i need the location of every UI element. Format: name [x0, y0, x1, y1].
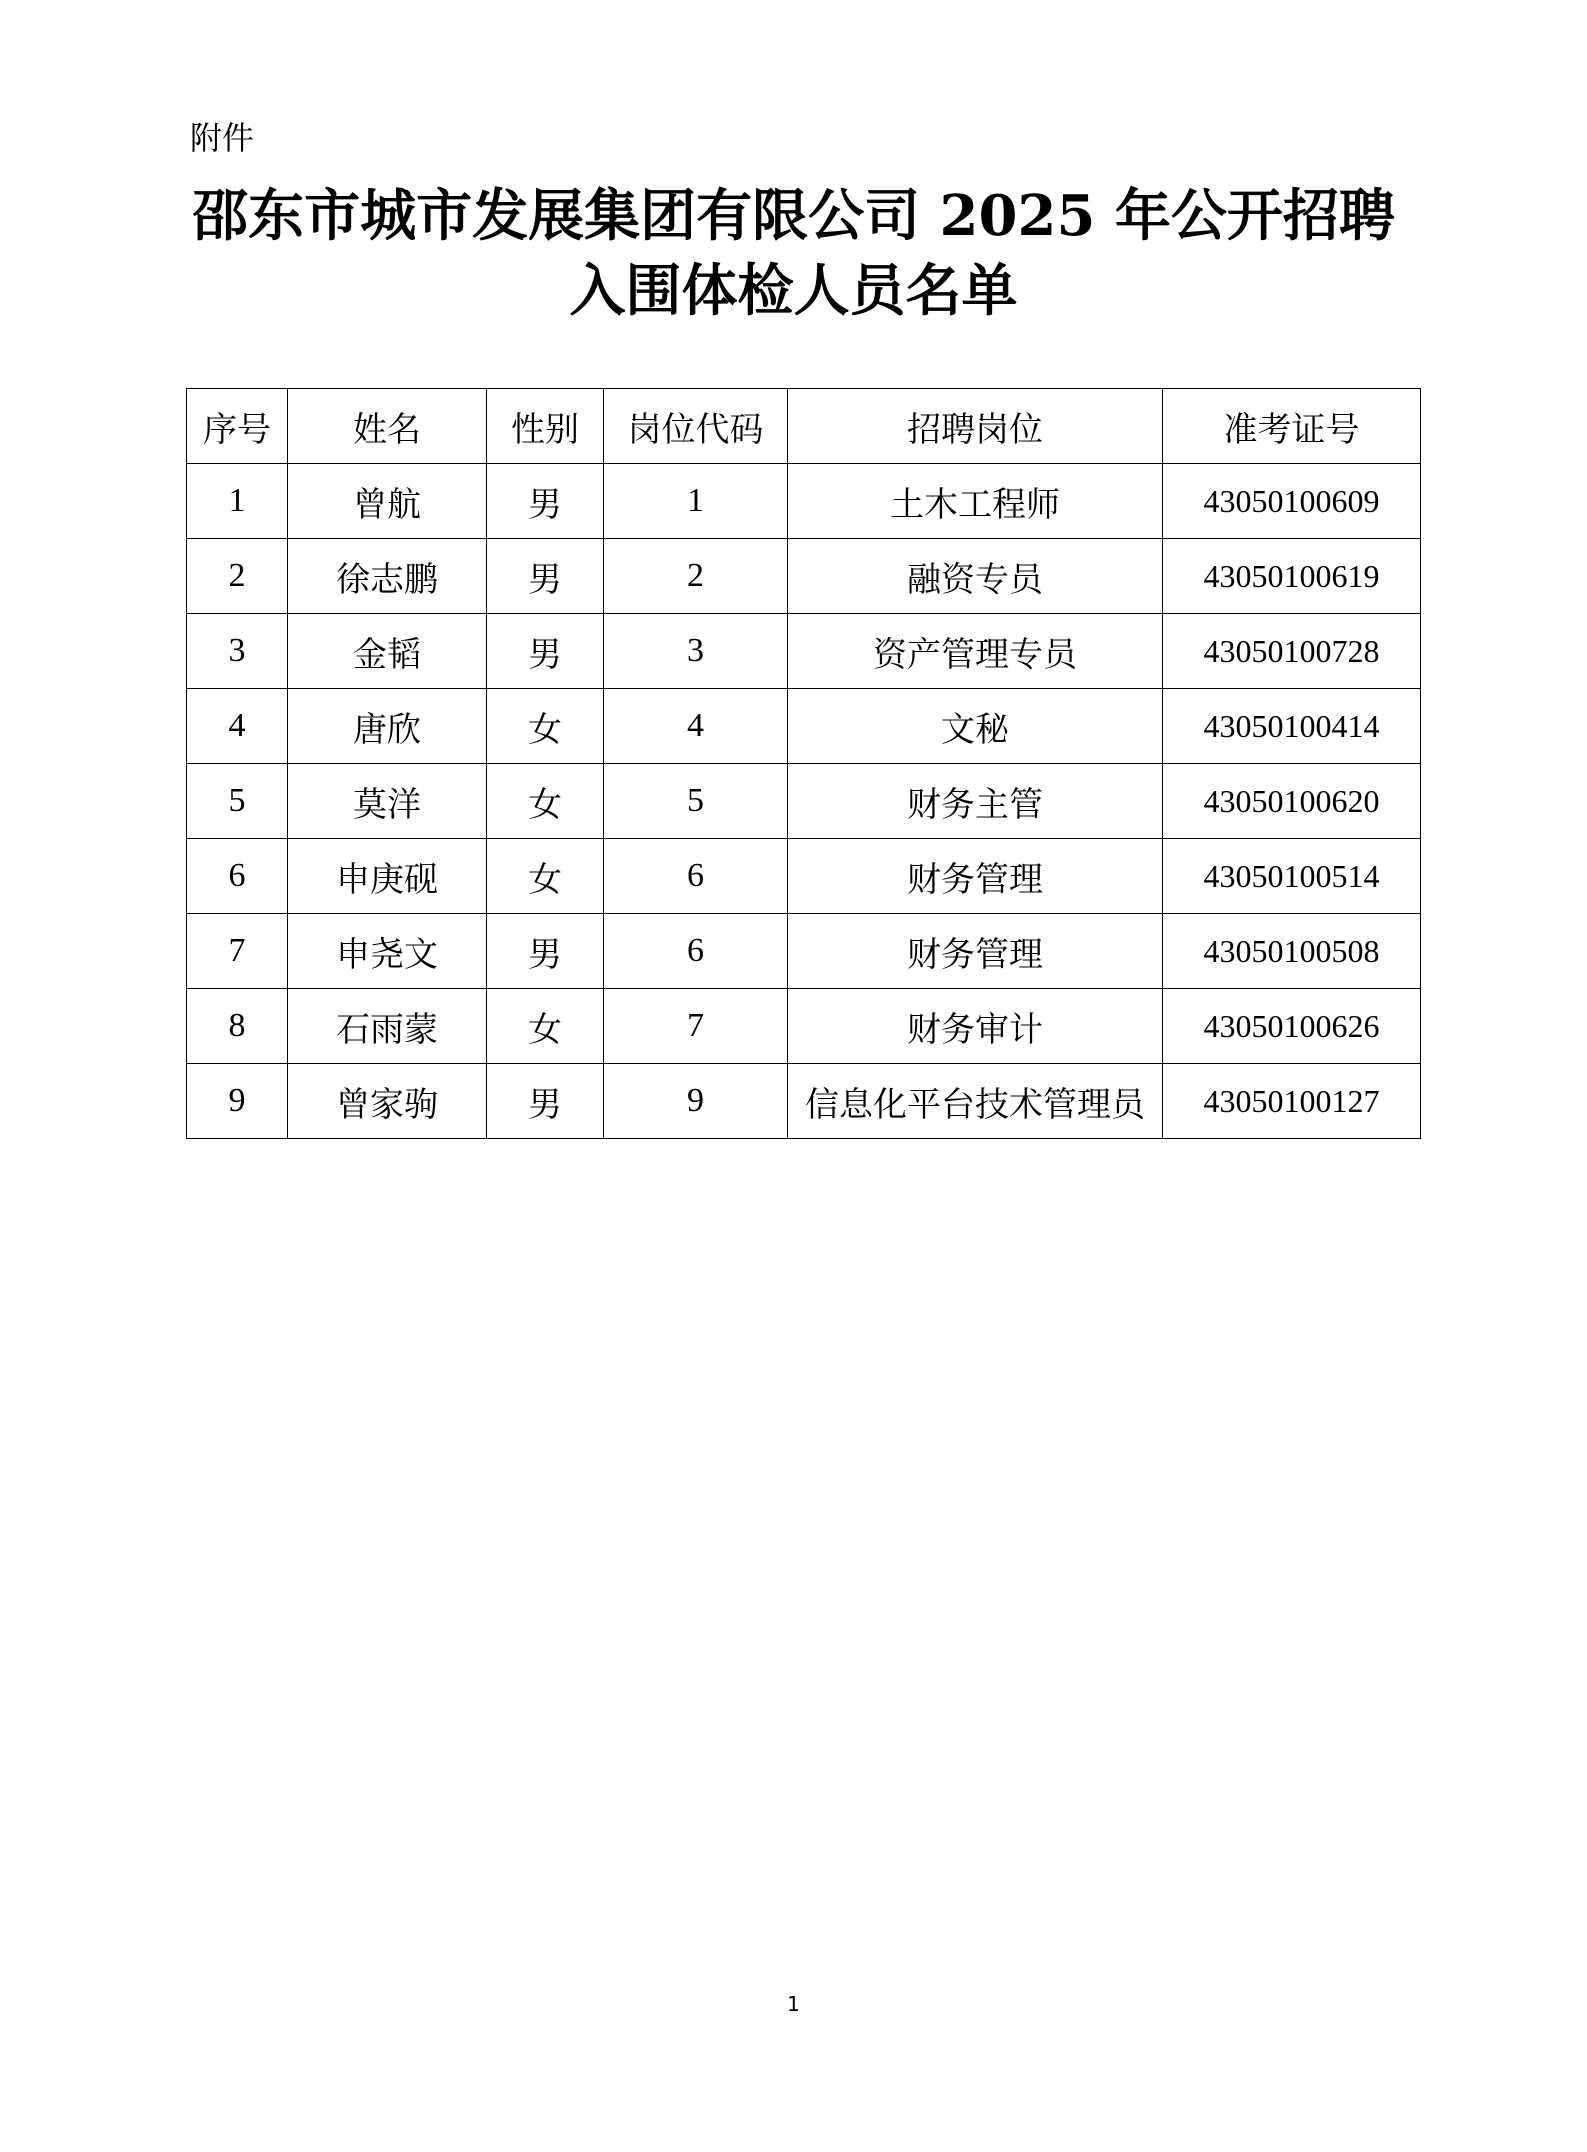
cell-index: 2: [187, 539, 288, 614]
cell-permit-number: 43050100127: [1163, 1064, 1421, 1139]
cell-permit-number: 43050100728: [1163, 614, 1421, 689]
cell-post: 融资专员: [788, 539, 1163, 614]
candidate-table: [186, 388, 1421, 1139]
cell-post: 资产管理专员: [788, 614, 1163, 689]
cell-name: 石雨蒙: [288, 989, 487, 1064]
cell-gender: 男: [487, 614, 604, 689]
cell-name: 申庚砚: [288, 839, 487, 914]
cell-index: 1: [187, 464, 288, 539]
cell-permit-number: 43050100414: [1163, 689, 1421, 764]
cell-gender: 男: [487, 464, 604, 539]
cell-post: 信息化平台技术管理员: [788, 1064, 1163, 1139]
cell-post: 文秘: [788, 689, 1163, 764]
cell-index: 7: [187, 914, 288, 989]
cell-permit-number: 43050100620: [1163, 764, 1421, 839]
cell-post: 财务管理: [788, 914, 1163, 989]
page-number: 1: [787, 1992, 800, 2016]
cell-post-code: 5: [604, 764, 788, 839]
cell-index: 3: [187, 614, 288, 689]
cell-gender: 男: [487, 539, 604, 614]
cell-permit-number: 43050100514: [1163, 839, 1421, 914]
document-title-line-2: 入围体检人员名单: [569, 258, 1018, 324]
cell-index: 9: [187, 1064, 288, 1139]
header-post-code: 岗位代码: [604, 389, 788, 464]
cell-post-code: 1: [604, 464, 788, 539]
cell-name: 曾家驹: [288, 1064, 487, 1139]
cell-post-code: 9: [604, 1064, 788, 1139]
cell-permit-number: 43050100609: [1163, 464, 1421, 539]
cell-index: 4: [187, 689, 288, 764]
cell-post-code: 6: [604, 839, 788, 914]
cell-name: 唐欣: [288, 689, 487, 764]
header-permit-number: 准考证号: [1163, 389, 1421, 464]
cell-post-code: 6: [604, 914, 788, 989]
table-row: [187, 764, 1421, 839]
table-header-row: [187, 389, 1421, 464]
cell-gender: 女: [487, 989, 604, 1064]
cell-post: 财务主管: [788, 764, 1163, 839]
table-row: [187, 839, 1421, 914]
cell-post-code: 7: [604, 989, 788, 1064]
cell-index: 5: [187, 764, 288, 839]
cell-post: 财务管理: [788, 839, 1163, 914]
cell-index: 6: [187, 839, 288, 914]
table-row: [187, 914, 1421, 989]
cell-gender: 男: [487, 1064, 604, 1139]
cell-post-code: 2: [604, 539, 788, 614]
header-name: 姓名: [288, 389, 487, 464]
document-title-line-1: 邵东市城市发展集团有限公司 2025 年公开招聘: [192, 183, 1395, 249]
cell-permit-number: 43050100508: [1163, 914, 1421, 989]
cell-permit-number: 43050100626: [1163, 989, 1421, 1064]
cell-name: 申尧文: [288, 914, 487, 989]
cell-name: 曾航: [288, 464, 487, 539]
cell-gender: 女: [487, 689, 604, 764]
cell-permit-number: 43050100619: [1163, 539, 1421, 614]
cell-name: 金韬: [288, 614, 487, 689]
cell-name: 莫洋: [288, 764, 487, 839]
attachment-label: 附件: [190, 119, 255, 157]
header-index: 序号: [187, 389, 288, 464]
cell-post: 土木工程师: [788, 464, 1163, 539]
table-row: [187, 1064, 1421, 1139]
header-post: 招聘岗位: [788, 389, 1163, 464]
table-row: [187, 614, 1421, 689]
cell-post-code: 4: [604, 689, 788, 764]
cell-name: 徐志鹏: [288, 539, 487, 614]
cell-gender: 男: [487, 914, 604, 989]
table-row: [187, 464, 1421, 539]
table-row: [187, 689, 1421, 764]
cell-index: 8: [187, 989, 288, 1064]
cell-post: 财务审计: [788, 989, 1163, 1064]
header-gender: 性别: [487, 389, 604, 464]
cell-gender: 女: [487, 764, 604, 839]
cell-gender: 女: [487, 839, 604, 914]
cell-post-code: 3: [604, 614, 788, 689]
table-row: [187, 989, 1421, 1064]
table-row: [187, 539, 1421, 614]
